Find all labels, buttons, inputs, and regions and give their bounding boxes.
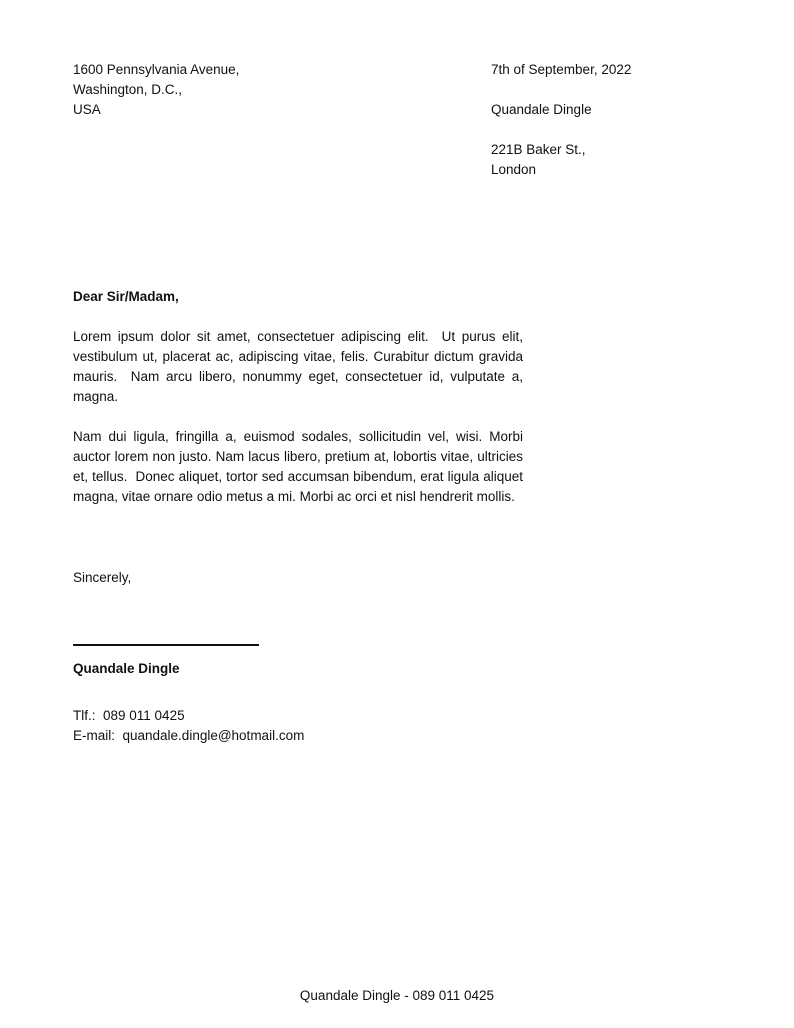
sentence-spacer xyxy=(429,329,442,344)
paragraph-1-sentence-1: Lorem ipsum dolor sit amet, consectetuer adipiscing elit. xyxy=(73,329,429,344)
recipient-address-block xyxy=(489,60,721,180)
letter-date: 7th of September, 2022 xyxy=(491,62,632,77)
contact-block xyxy=(73,706,523,746)
recipient-address-line-1: 221B Baker St., xyxy=(491,142,586,157)
paragraph-2-sentence-3: Nam lacus libero, pretium at, lobortis vitae, ultricies et, tellus. xyxy=(73,449,523,484)
body-paragraph-1 xyxy=(73,327,523,407)
paragraph-2-sentence-4: Donec aliquet, tortor sed accumsan bibendum, erat ligula aliquet magna, vitae ornare odio metus a mi. Morbi ac orci et nisl hendrerit mollis. xyxy=(73,469,523,504)
paragraph-2-sentence-1: Nam dui ligula, fringilla a, euismod sodales, sollicitudin vel, wisi. xyxy=(73,429,483,444)
header-spacer-1 xyxy=(491,80,721,100)
signature-rule xyxy=(73,644,259,646)
sender-address-line-2: Washington, D.C., xyxy=(73,82,183,97)
contact-phone: Tlf.: 089 011 0425 xyxy=(73,708,185,723)
sender-address-line-3: USA xyxy=(73,102,101,117)
paragraph-1-sentence-2: Ut purus elit, vestibulum ut, placerat ac, adipiscing vitae, felis. Curabitur dictum gravida mauris. xyxy=(73,329,524,384)
letter-body xyxy=(73,287,523,746)
signature-name: Quandale Dingle xyxy=(73,661,180,676)
contact-email: E-mail: quandale.dingle@hotmail.com xyxy=(73,728,305,743)
sender-address-line-1: 1600 Pennsylvania Avenue, xyxy=(73,62,240,77)
recipient-name: Quandale Dingle xyxy=(491,102,592,117)
letter-header xyxy=(73,60,721,180)
salutation: Dear Sir/Madam, xyxy=(73,289,179,304)
paragraph-1-sentence-3: Nam arcu libero, nonummy eget, consectetuer id, vulputate a, magna. xyxy=(73,369,523,404)
header-spacer-2 xyxy=(491,120,721,140)
body-paragraph-2 xyxy=(73,427,523,507)
closing-salutation: Sincerely, xyxy=(73,570,132,585)
sender-address-block xyxy=(73,60,393,120)
footer-text: Quandale Dingle - 089 011 0425 xyxy=(299,988,495,1003)
paragraph-2-sentence-2: Morbi auctor lorem non justo. xyxy=(73,429,523,464)
recipient-address-line-2: London xyxy=(491,162,537,177)
sentence-spacer xyxy=(117,369,130,384)
page-footer xyxy=(0,986,794,1006)
